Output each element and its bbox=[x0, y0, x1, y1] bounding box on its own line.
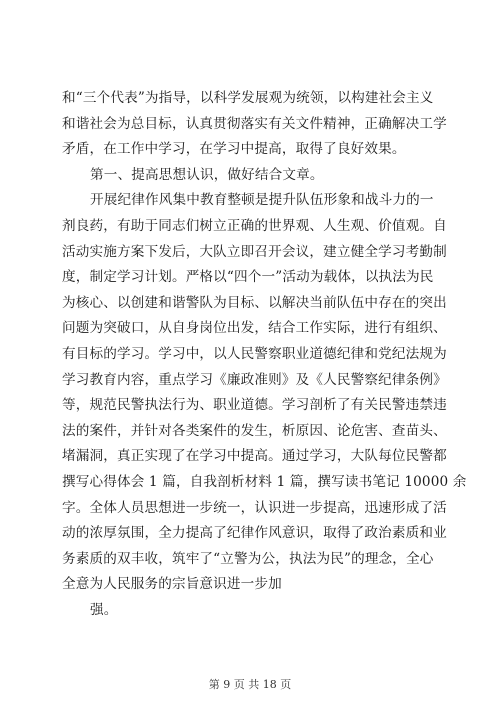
text-line: 字。全体人员思想进一步统一，认识进一步提高，迅速形成了活 bbox=[62, 499, 447, 516]
text-line: 和“三个代表”为指导，以科学发展观为统领，以构建社会主义 bbox=[62, 90, 434, 106]
text-line: 法的案件，并针对各类案件的发生，析原因、论危害、查苗头、 bbox=[62, 422, 447, 439]
text-line: 矛盾，在工作中学习，在学习中提高，取得了良好效果。 bbox=[62, 141, 406, 158]
text-line: 堵漏洞，真正实现了在学习中提高。通过学习，大队每位民警都 bbox=[62, 448, 447, 465]
text-line: 有目标的学习。学习中，以人民警察职业道德纪律和党纪法规为 bbox=[62, 345, 447, 362]
text-line: 开展纪律作风集中教育整顿是提升队伍形象和战斗力的一 bbox=[90, 192, 434, 209]
text-line: 活动实施方案下发后，大队立即召开会议，建立健全学习考勤制 bbox=[62, 243, 447, 260]
text-line: 和谐社会为总目标，认真贯彻落实有关文件精神，正确解决工学 bbox=[62, 115, 447, 132]
text-line: 为核心、以创建和谐警队为目标、以解决当前队伍中存在的突出 bbox=[62, 294, 447, 311]
text-line: 务素质的双丰收，筑牢了“立警为公，执法为民”的理念，全心 bbox=[62, 550, 434, 567]
text-line: 撰写心得体会 1 篇，自我剖析材料 1 篇，撰写读书笔记 10000 余 bbox=[62, 473, 467, 490]
section-heading: 第一、提高思想认识，做好结合文章。 bbox=[90, 166, 324, 183]
text-line: 问题为突破口，从自身岗位出发，结合工作实际，进行有组织、 bbox=[62, 320, 447, 337]
text-line: 动的浓厚氛围，全力提高了纪律作风意识，取得了政治素质和业 bbox=[62, 525, 447, 542]
text-line: 剂良药，有助于同志们树立正确的世界观、人生观、价值观。自 bbox=[62, 217, 447, 234]
text-line: 强。 bbox=[90, 601, 118, 618]
document-body bbox=[62, 86, 467, 623]
text-line: 度，制定学习计划。严格以“四个一”活动为载体，以执法为民 bbox=[62, 269, 434, 286]
page-footer: 第 9 页 共 18 页 bbox=[208, 678, 292, 691]
text-line: 学习教育内容，重点学习《廉政准则》及《人民警察纪律条例》 bbox=[62, 371, 447, 388]
text-line: 全意为人民服务的宗旨意识进一步加 bbox=[62, 576, 282, 593]
text-line: 等，规范民警执法行为、职业道德。学习剖析了有关民警违禁违 bbox=[62, 397, 447, 414]
